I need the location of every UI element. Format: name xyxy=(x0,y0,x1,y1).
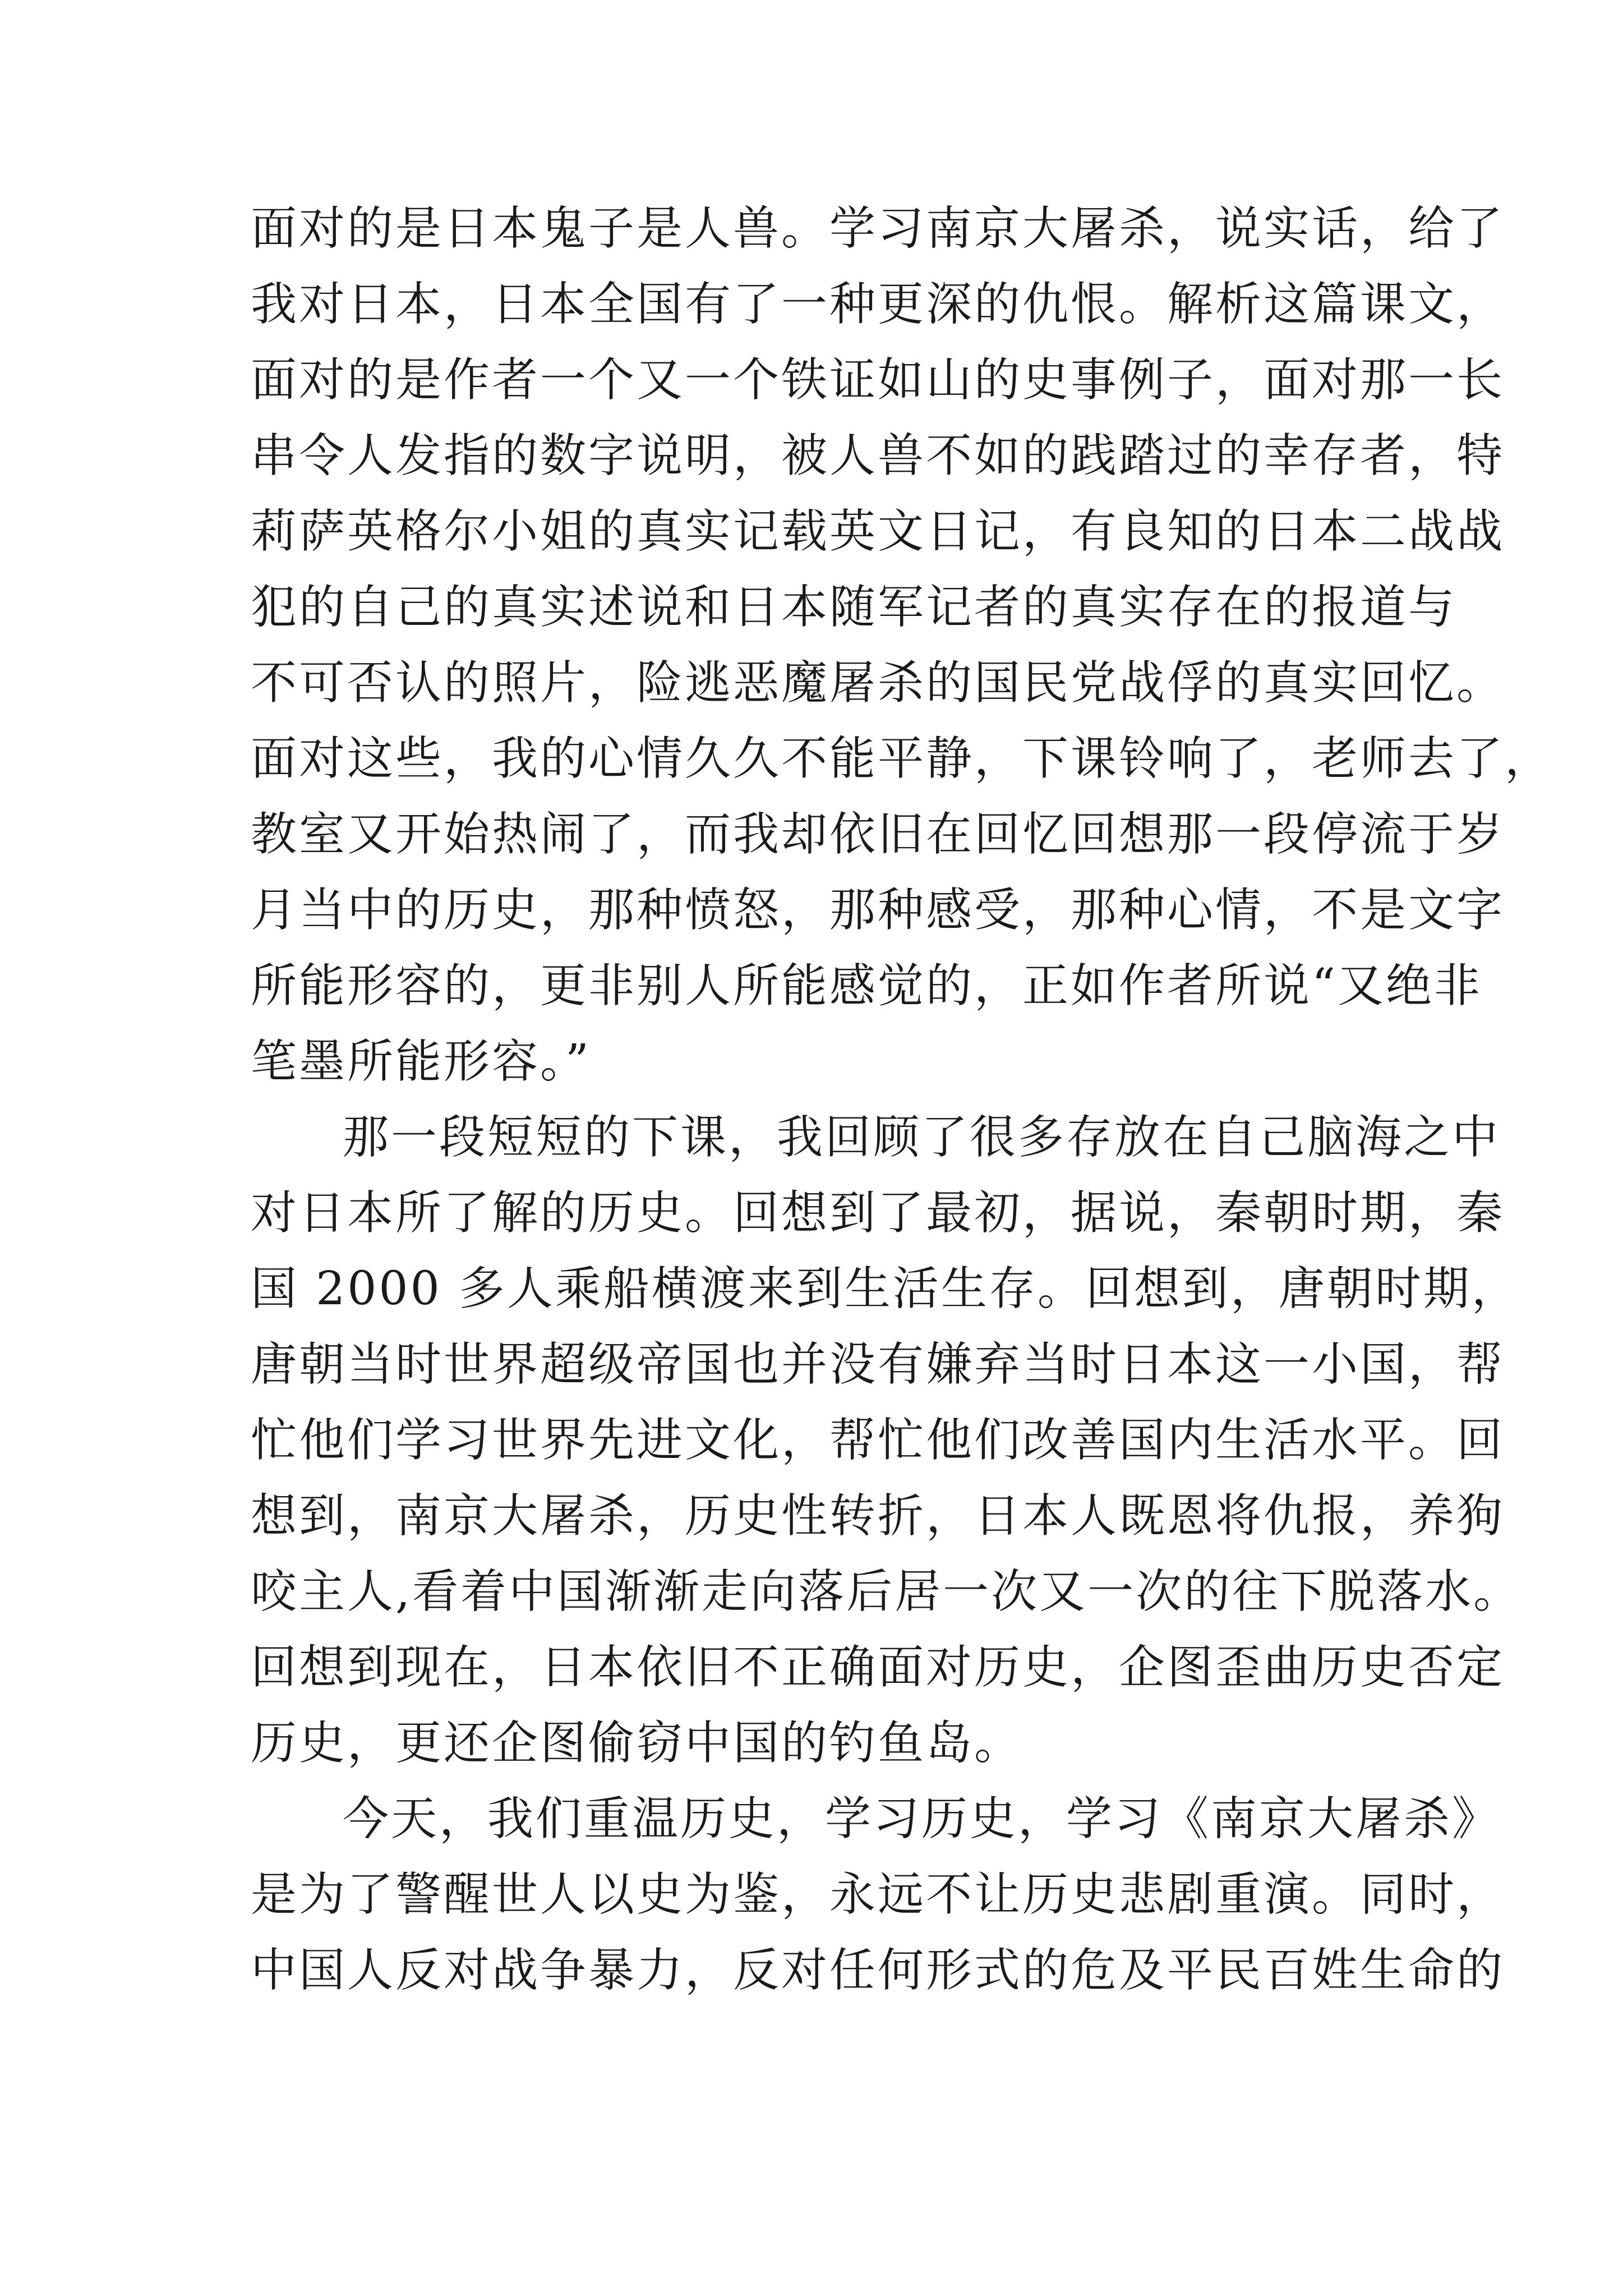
text-line: 中国人反对战争暴力，反对任何形式的危及平民百姓生命的 xyxy=(251,1944,1505,1997)
text-line: 对日本所了解的历史。回想到了最初，据说，秦朝时期，秦 xyxy=(251,1186,1505,1240)
text-line: 今天，我们重温历史，学习历史，学习《南京大屠杀》 xyxy=(343,1792,1501,1846)
text-line: 笔墨所能形容。” xyxy=(251,1035,591,1088)
text-line: 我对日本，日本全国有了一种更深的仇恨。解析这篇课文， xyxy=(251,278,1505,331)
text-line: 想到，南京大屠杀，历史性转折，日本人既恩将仇报，养狗 xyxy=(251,1489,1505,1543)
text-line: 是为了警醒世人以史为鉴，永远不让历史悲剧重演。同时， xyxy=(251,1868,1505,1921)
text-line: 国 2000 多人乘船横渡来到生活生存。回想到，唐朝时期， xyxy=(251,1262,1520,1315)
text-line: 莉萨英格尔小姐的真实记载英文日记，有良知的日本二战战 xyxy=(251,505,1505,558)
text-line: 月当中的历史，那种愤怒，那种感受，那种心情，不是文字 xyxy=(251,884,1505,937)
text-line: 面对这些，我的心情久久不能平静，下课铃响了，老师去了， xyxy=(251,732,1553,785)
text-line: 唐朝当时世界超级帝国也并没有嫌弃当时日本这一小国，帮 xyxy=(251,1338,1505,1391)
text-line: 回想到现在，日本依旧不正确面对历史，企图歪曲历史否定 xyxy=(251,1641,1505,1694)
text-line: 教室又开始热闹了，而我却依旧在回忆回想那一段停流于岁 xyxy=(251,808,1505,861)
text-line: 咬主人,看着中国渐渐走向落后居一次又一次的往下脱落水。 xyxy=(251,1565,1522,1618)
text-line: 不可否认的照片，险逃恶魔屠杀的国民党战俘的真实回忆。 xyxy=(251,656,1505,710)
text-line: 面对的是日本鬼子是人兽。学习南京大屠杀，说实话，给了 xyxy=(251,202,1505,255)
text-line: 那一段短短的下课，我回顾了很多存放在自己脑海之中 xyxy=(343,1111,1501,1164)
body-text xyxy=(251,191,1553,2008)
text-line: 历史，更还企图偷窃中国的钓鱼岛。 xyxy=(251,1717,1023,1770)
text-line: 面对的是作者一个又一个铁证如山的史事例子，面对那一长 xyxy=(251,353,1505,407)
text-line: 串令人发指的数字说明，被人兽不如的践踏过的幸存者，特 xyxy=(251,429,1505,482)
text-line: 所能形容的，更非别人所能感觉的，正如作者所说“又绝非 xyxy=(251,959,1482,1013)
text-line: 忙他们学习世界先进文化，帮忙他们改善国内生活水平。回 xyxy=(251,1414,1505,1467)
text-line: 犯的自己的真实述说和日本随军记者的真实存在的报道与 xyxy=(251,581,1457,634)
